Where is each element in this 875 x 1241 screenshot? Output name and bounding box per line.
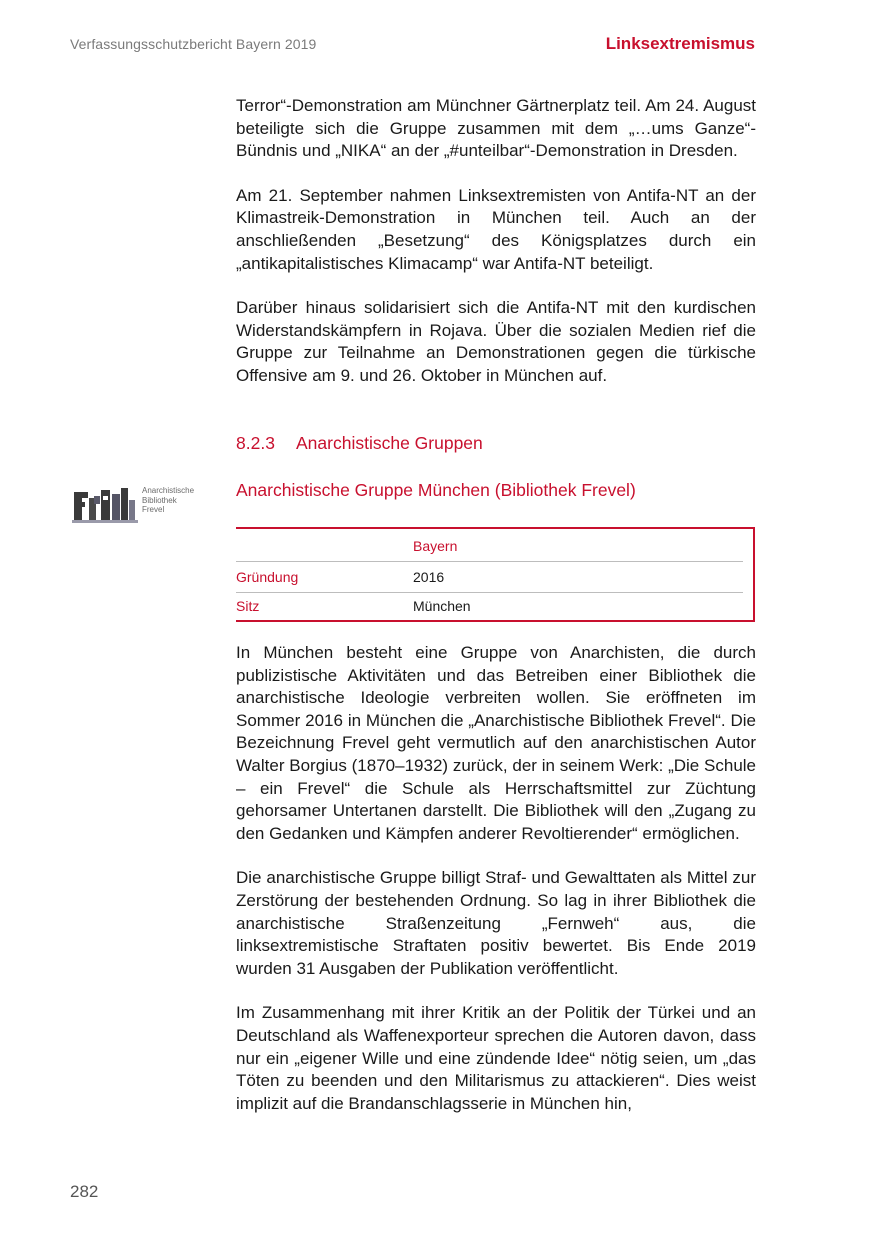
group-heading: Anarchistische Gruppe München (Bibliothek Frevel): [236, 480, 636, 500]
paragraph: In München besteht eine Gruppe von Anarchisten, die durch publizistische Aktivitäten und das Betreiben einer Bibliothek die anarchistische Ideologie verbreiten wollen. Sie eröffneten im Sommer 2016 in München die „Anarchistische Bibliothek Frevel“. Die Bezeichnung Frevel geht vermutlich auf den anarchistischen Autor Walter Borgius (1870–1932) zurück, der in seinem Werk: „Die Schule – ein Frevel“ die Schule als Herrschaftsmittel zur Züchtung gehorsamer Untertanen darstellt. Die Bibliothek will den „Zugang zu den Gedanken und Kämpfen anderer Revoltierender“ ermöglichen.: [236, 643, 756, 843]
paragraph: Die anarchistische Gruppe billigt Straf- und Gewalttaten als Mittel zur Zerstörung der bestehenden Ordnung. So lag in ihrer Bibliothek die anarchistische Straßenzeitung „Fernweh“ aus, die linksextremistische Straftaten positiv bewertet. Bis Ende 2019 wurden 31 Ausgaben der Publikation veröffentlicht.: [236, 868, 756, 978]
table-value: 2016: [413, 569, 445, 585]
table-row: [236, 530, 743, 562]
table-value: München: [413, 598, 471, 614]
bibliothek-frevel-logo: [72, 482, 212, 528]
running-header-title: Verfassungsschutzbericht Bayern 2019: [70, 36, 317, 52]
table-header-cell: Bayern: [413, 538, 458, 554]
paragraph: Terror“-Demonstration am Münchner Gärtnerplatz teil. Am 24. August beteiligte sich die Gruppe zusammen mit dem „…ums Ganze“-Bündnis und „NIKA“ an der „#unteilbar“-Demonstration in Dresden.: [236, 96, 756, 161]
intro-text: [236, 95, 756, 410]
paragraph: Darüber hinaus solidarisiert sich die Antifa-NT mit den kurdischen Widerstandskämpfern in Rojava. Über die sozialen Medien rief die Gruppe zur Teilnahme an Demonstrationen gegen die türkische Offensive am 9. und 26. Oktober in München auf.: [236, 298, 756, 385]
paragraph: Im Zusammenhang mit ihrer Kritik an der Politik der Türkei und an Deutschland als Waffenexporteur sprechen die Autoren davon, dass nur ein „eigener Wille und eine zündende Idee“ nötig seien, um „das Töten zu beenden und den Militarismus zu attackieren“. Dies weist implizit auf die Brandanschlagsserie in München hin,: [236, 1003, 756, 1113]
page-number: 282: [70, 1182, 99, 1201]
section-heading: [236, 433, 483, 454]
paragraph: Am 21. September nahmen Linksextremisten von Antifa-NT an der Klimastreik-Demonstration in München teil. Auch an der anschließenden „Besetzung“ des Königsplatzes durch ein „antikapitalistisches Klimacamp“ war Antifa-NT beteiligt.: [236, 185, 756, 273]
logo-caption: Anarchistische Bibliothek Frevel: [142, 486, 195, 514]
table-label: Gründung: [236, 569, 299, 585]
table-row: [236, 590, 743, 621]
body-text: [236, 642, 756, 1137]
section-number: 8.2.3: [236, 433, 275, 453]
group-info-table: [236, 527, 755, 622]
section-title: Anarchistische Gruppen: [296, 433, 483, 453]
frevel-logo-graphic: [72, 482, 138, 526]
running-header-chapter: Linksextremismus: [605, 34, 755, 53]
table-label: Sitz: [236, 598, 260, 614]
table-row: [236, 561, 743, 593]
